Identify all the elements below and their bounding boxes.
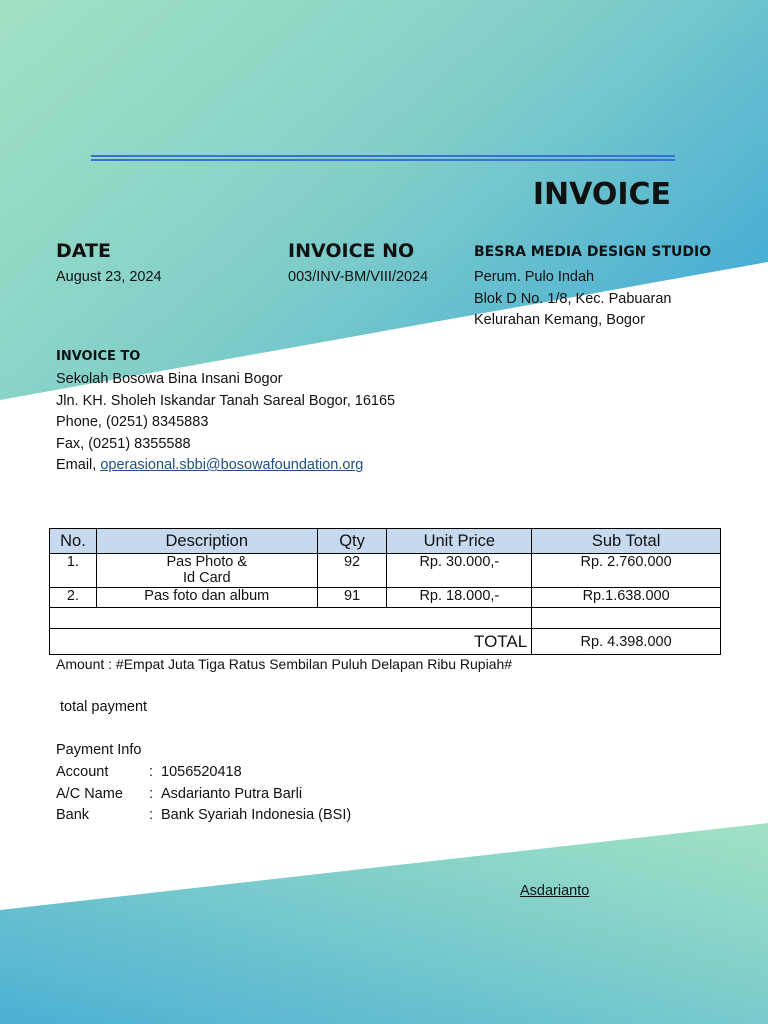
total-payment-label: total payment: [60, 699, 148, 715]
description-line: Pas Photo &: [166, 554, 248, 570]
payment-info-block: [56, 762, 351, 827]
row-description: [96, 554, 317, 588]
table-header-row: [50, 529, 721, 554]
column-header: Unit Price: [387, 529, 532, 554]
header-rule-top: [91, 155, 675, 157]
row-qty: 91: [317, 588, 387, 608]
payment-row: [56, 762, 351, 784]
client-phone: Phone, (0251) 8345883: [56, 414, 209, 430]
payment-row: [56, 805, 351, 827]
bottom-gradient-shape: [0, 823, 768, 1024]
date-label: DATE: [56, 240, 111, 262]
client-name: Sekolah Bosowa Bina Insani Bogor: [56, 371, 283, 387]
client-email-label: Email,: [56, 457, 101, 473]
column-header: Sub Total: [532, 529, 721, 554]
empty-cell: [50, 608, 532, 629]
company-address-line: Perum. Pulo Indah: [474, 269, 595, 285]
row-subtotal: Rp. 2.760.000: [532, 554, 721, 588]
company-address-line: Blok D No. 1/8, Kec. Pabuaran: [474, 290, 672, 307]
amount-in-words: Amount : #Empat Juta Tiga Ratus Sembilan Puluh Delapan Ribu Rupiah#: [56, 656, 513, 672]
column-header: Qty: [317, 529, 387, 554]
date-value: August 23, 2024: [56, 269, 162, 285]
total-label: TOTAL: [50, 629, 532, 655]
invoice-no-label: INVOICE NO: [288, 240, 415, 262]
row-description: Pas foto dan album: [96, 588, 317, 608]
column-header: Description: [96, 529, 317, 554]
company-address: [474, 267, 671, 332]
signature-name: Asdarianto: [520, 883, 590, 899]
invoice-no-value: 003/INV-BM/VIII/2024: [288, 269, 429, 285]
row-number: 1.: [50, 554, 97, 588]
company-name: BESRA MEDIA DESIGN STUDIO: [474, 244, 712, 260]
payment-row-label: Bank: [56, 807, 90, 823]
payment-row-label: Account: [56, 764, 109, 780]
invoice-items-table: [49, 528, 721, 655]
row-unit-price: Rp. 18.000,-: [387, 588, 532, 608]
client-email-line: [56, 455, 395, 477]
row-subtotal: Rp.1.638.000: [532, 588, 721, 608]
header-rule-bottom: [91, 159, 675, 161]
description-line: Id Card: [182, 570, 231, 586]
client-email-link[interactable]: operasional.sbbi@bosowafoundation.org: [100, 457, 364, 473]
payment-row-value: Asdarianto Putra Barli: [161, 785, 303, 802]
payment-row-label: A/C Name: [56, 785, 123, 802]
payment-row-separator: :: [149, 785, 154, 802]
column-header: No.: [50, 529, 97, 554]
company-address-line: Kelurahan Kemang, Bogor: [474, 312, 645, 328]
payment-row-separator: :: [149, 764, 154, 780]
client-fax: Fax, (0251) 8355588: [56, 435, 191, 452]
payment-row: [56, 784, 351, 806]
payment-row-separator: :: [149, 807, 154, 823]
row-qty: 92: [317, 554, 387, 588]
invoice-to-block: [56, 369, 395, 477]
payment-info-title: Payment Info: [56, 742, 142, 758]
total-value: Rp. 4.398.000: [532, 629, 721, 655]
empty-row: [50, 608, 721, 629]
payment-row-value: Bank Syariah Indonesia (BSI): [161, 807, 352, 823]
client-address: Jln. KH. Sholeh Iskandar Tanah Sareal Bogor, 16165: [56, 392, 396, 409]
invoice-title: INVOICE: [532, 177, 671, 212]
table-row: [50, 554, 721, 588]
payment-row-value: 1056520418: [161, 764, 242, 780]
invoice-to-label: INVOICE TO: [56, 349, 141, 364]
row-unit-price: Rp. 30.000,-: [387, 554, 532, 588]
row-number: 2.: [50, 588, 97, 608]
total-row: [50, 629, 721, 655]
table-row: [50, 588, 721, 608]
empty-cell: [532, 608, 721, 629]
